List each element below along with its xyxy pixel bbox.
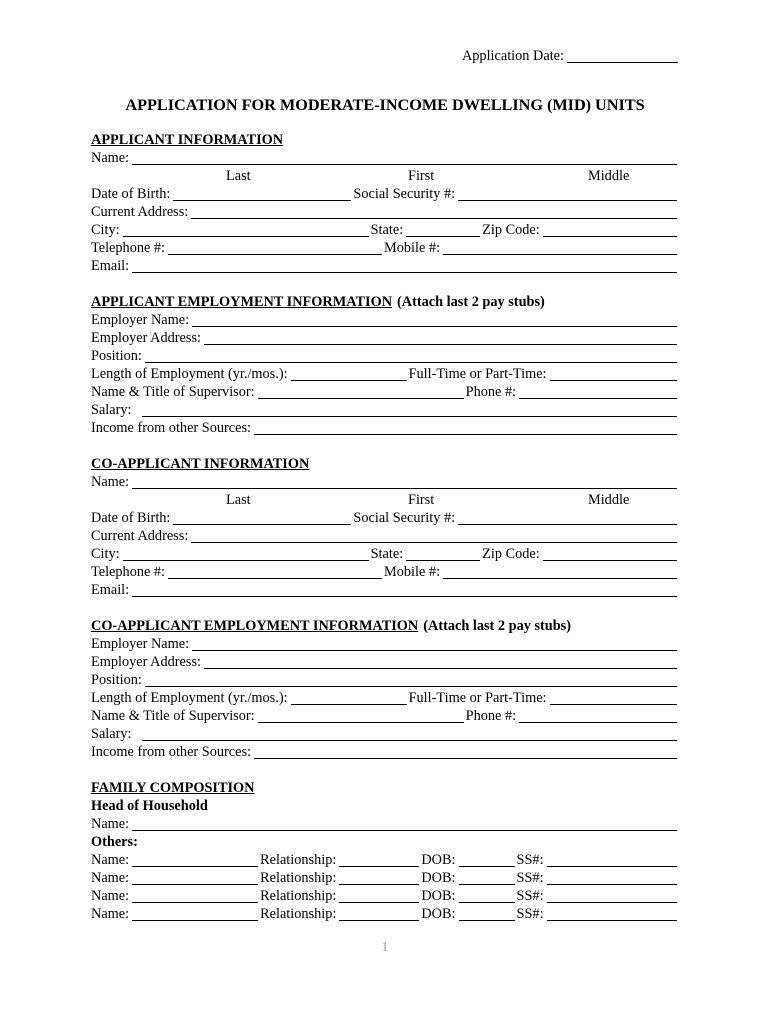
coapplicant-employer-address-label: Employer Address: [91, 654, 201, 670]
member-ss-field[interactable] [547, 871, 677, 885]
family-member-row [91, 905, 679, 923]
applicant-employer-address-row [91, 329, 679, 347]
applicant-dob-label: Date of Birth: [91, 186, 171, 202]
applicant-mobile-field[interactable] [443, 241, 677, 255]
coapplicant-address-label: Current Address: [91, 528, 189, 544]
applicant-dob-field[interactable] [173, 187, 351, 201]
family-heading-row [91, 779, 679, 797]
coapplicant-employment-note: (Attach last 2 pay stubs) [423, 618, 571, 634]
member-ss-label: SS#: [516, 888, 544, 904]
member-dob-field[interactable] [459, 871, 515, 885]
family-member-row [91, 887, 679, 905]
application-date-row [462, 47, 680, 65]
applicant-employment-heading-row [91, 293, 679, 311]
applicant-address-row [91, 203, 679, 221]
coapplicant-position-field[interactable] [145, 673, 677, 687]
coapplicant-sublabel-last: Last [226, 492, 251, 508]
coapplicant-address-row [91, 527, 679, 545]
coapplicant-ssn-field[interactable] [458, 511, 677, 525]
application-date-label: Application Date: [461, 48, 564, 64]
form-title: APPLICATION FOR MODERATE-INCOME DWELLING (MID) UNITS [125, 95, 645, 114]
family-member-row [91, 851, 679, 869]
applicant-salary-label: Salary: [91, 402, 132, 418]
member-dob-field[interactable] [459, 853, 515, 867]
applicant-dob-row [91, 185, 679, 203]
coapplicant-name-field[interactable] [132, 475, 677, 489]
coapplicant-phone-label: Phone #: [465, 708, 517, 724]
coapplicant-salary-label: Salary: [91, 726, 132, 742]
applicant-employer-name-label: Employer Name: [91, 312, 190, 328]
application-date-field[interactable] [567, 49, 678, 63]
applicant-name-label: Name: [91, 150, 130, 166]
member-relationship-label: Relationship: [260, 888, 337, 904]
applicant-position-label: Position: [91, 348, 142, 364]
coapplicant-name-row [91, 473, 679, 491]
applicant-position-row [91, 347, 679, 365]
applicant-email-field[interactable] [132, 259, 677, 273]
member-ss-field[interactable] [547, 907, 677, 921]
coapplicant-state-label: State: [370, 546, 404, 562]
coapplicant-telephone-label: Telephone #: [91, 564, 166, 580]
coapplicant-length-row [91, 689, 679, 707]
member-name-field[interactable] [132, 871, 258, 885]
spacer [91, 599, 679, 617]
applicant-sublabel-first: First [408, 168, 435, 184]
member-relationship-label: Relationship: [260, 906, 337, 922]
coapplicant-supervisor-label: Name & Title of Supervisor: [91, 708, 255, 724]
applicant-phone-label: Phone #: [465, 384, 517, 400]
member-relationship-field[interactable] [339, 889, 419, 903]
applicant-length-label: Length of Employment (yr./mos.): [91, 366, 288, 382]
applicant-sublabel-middle: Middle [588, 168, 630, 184]
others-label: Others: [91, 834, 138, 850]
member-relationship-label: Relationship: [260, 870, 337, 886]
coapplicant-telephone-field[interactable] [168, 565, 382, 579]
spacer [91, 275, 679, 293]
coapplicant-address-field[interactable] [191, 529, 677, 543]
coapplicant-employment-heading: CO-APPLICANT EMPLOYMENT INFORMATION [91, 618, 419, 634]
head-of-household-row [91, 797, 679, 815]
applicant-section-heading-row [91, 131, 679, 149]
member-name-label: Name: [91, 888, 130, 904]
applicant-email-row [91, 257, 679, 275]
member-name-label: Name: [91, 852, 130, 868]
applicant-name-field[interactable] [132, 151, 677, 165]
applicant-fulltime-field[interactable] [550, 367, 677, 381]
coapplicant-sublabel-first: First [408, 492, 435, 508]
member-name-field[interactable] [132, 853, 258, 867]
applicant-sublabel-last: Last [226, 168, 251, 184]
applicant-salary-row [91, 401, 679, 419]
applicant-telephone-field[interactable] [168, 241, 382, 255]
coapplicant-ssn-label: Social Security #: [353, 510, 456, 526]
household-name-label: Name: [91, 816, 130, 832]
member-relationship-field[interactable] [339, 871, 419, 885]
coapplicant-section-heading: CO-APPLICANT INFORMATION [91, 456, 310, 472]
applicant-telephone-label: Telephone #: [91, 240, 166, 256]
coapplicant-dob-label: Date of Birth: [91, 510, 171, 526]
member-name-label: Name: [91, 906, 130, 922]
spacer [91, 761, 679, 779]
applicant-phone-field[interactable] [519, 385, 677, 399]
coapplicant-supervisor-row [91, 707, 679, 725]
family-member-row [91, 869, 679, 887]
applicant-length-field[interactable] [291, 367, 407, 381]
page-number: 1 [381, 940, 389, 955]
coapplicant-employer-name-label: Employer Name: [91, 636, 190, 652]
applicant-ssn-label: Social Security #: [353, 186, 456, 202]
coapplicant-other-income-field[interactable] [254, 745, 677, 759]
coapplicant-fulltime-label: Full-Time or Part-Time: [408, 690, 547, 706]
family-heading: FAMILY COMPOSITION [91, 780, 255, 796]
member-dob-label: DOB: [421, 888, 456, 904]
coapplicant-length-label: Length of Employment (yr./mos.): [91, 690, 288, 706]
applicant-name-sublabels [91, 167, 679, 185]
coapplicant-employment-heading-row [91, 617, 679, 635]
applicant-zip-label: Zip Code: [482, 222, 540, 238]
coapplicant-employer-address-row [91, 653, 679, 671]
applicant-salary-field[interactable] [142, 403, 678, 417]
member-ss-field[interactable] [547, 889, 677, 903]
coapplicant-city-row [91, 545, 679, 563]
coapplicant-phone-field[interactable] [519, 709, 677, 723]
coapplicant-section-heading-row [91, 455, 679, 473]
member-ss-label: SS#: [516, 906, 544, 922]
coapplicant-length-field[interactable] [291, 691, 407, 705]
member-name-field[interactable] [132, 907, 258, 921]
applicant-name-row [91, 149, 679, 167]
coapplicant-salary-row [91, 725, 679, 743]
coapplicant-city-label: City: [91, 546, 120, 562]
applicant-employment-note: (Attach last 2 pay stubs) [397, 294, 545, 310]
member-ss-label: SS#: [516, 870, 544, 886]
others-row [91, 833, 679, 851]
member-name-field[interactable] [132, 889, 258, 903]
member-dob-label: DOB: [421, 870, 456, 886]
member-dob-label: DOB: [421, 852, 456, 868]
applicant-position-field[interactable] [145, 349, 677, 363]
coapplicant-position-label: Position: [91, 672, 142, 688]
coapplicant-email-row [91, 581, 679, 599]
applicant-city-row [91, 221, 679, 239]
applicant-state-field[interactable] [406, 223, 480, 237]
member-name-label: Name: [91, 870, 130, 886]
coapplicant-supervisor-field[interactable] [258, 709, 464, 723]
coapplicant-sublabel-middle: Middle [588, 492, 630, 508]
applicant-address-field[interactable] [191, 205, 677, 219]
coapplicant-email-label: Email: [91, 582, 130, 598]
coapplicant-zip-label: Zip Code: [482, 546, 540, 562]
member-ss-field[interactable] [547, 853, 677, 867]
coapplicant-employer-name-field[interactable] [192, 637, 677, 651]
coapplicant-city-field[interactable] [123, 547, 369, 561]
member-relationship-field[interactable] [339, 907, 419, 921]
applicant-city-label: City: [91, 222, 120, 238]
coapplicant-email-field[interactable] [132, 583, 677, 597]
coapplicant-telephone-row [91, 563, 679, 581]
coapplicant-position-row [91, 671, 679, 689]
household-name-field[interactable] [132, 817, 677, 831]
coapplicant-zip-field[interactable] [543, 547, 677, 561]
coapplicant-mobile-field[interactable] [443, 565, 677, 579]
coapplicant-fulltime-field[interactable] [550, 691, 677, 705]
applicant-other-income-row [91, 419, 679, 437]
applicant-employment-heading: APPLICANT EMPLOYMENT INFORMATION [91, 294, 393, 310]
member-relationship-label: Relationship: [260, 852, 337, 868]
coapplicant-employer-name-row [91, 635, 679, 653]
applicant-other-income-label: Income from other Sources: [91, 420, 251, 436]
applicant-section-heading: APPLICANT INFORMATION [91, 132, 284, 148]
applicant-employer-name-field[interactable] [192, 313, 677, 327]
coapplicant-salary-field[interactable] [142, 727, 678, 741]
applicant-employer-name-row [91, 311, 679, 329]
applicant-telephone-row [91, 239, 679, 257]
member-dob-field[interactable] [459, 907, 515, 921]
spacer [91, 437, 679, 455]
applicant-fulltime-label: Full-Time or Part-Time: [408, 366, 547, 382]
applicant-address-label: Current Address: [91, 204, 189, 220]
applicant-other-income-field[interactable] [254, 421, 677, 435]
coapplicant-dob-row [91, 509, 679, 527]
applicant-supervisor-field[interactable] [258, 385, 464, 399]
applicant-state-label: State: [370, 222, 404, 238]
coapplicant-mobile-label: Mobile #: [384, 564, 441, 580]
member-dob-field[interactable] [459, 889, 515, 903]
applicant-city-field[interactable] [123, 223, 369, 237]
household-name-row [91, 815, 679, 833]
applicant-employer-address-field[interactable] [204, 331, 677, 345]
member-dob-label: DOB: [421, 906, 456, 922]
applicant-ssn-field[interactable] [458, 187, 677, 201]
head-of-household-label: Head of Household [91, 798, 208, 814]
coapplicant-state-field[interactable] [406, 547, 480, 561]
coapplicant-dob-field[interactable] [173, 511, 351, 525]
member-relationship-field[interactable] [339, 853, 419, 867]
applicant-zip-field[interactable] [543, 223, 677, 237]
applicant-supervisor-row [91, 383, 679, 401]
coapplicant-other-income-row [91, 743, 679, 761]
applicant-mobile-label: Mobile #: [384, 240, 441, 256]
coapplicant-other-income-label: Income from other Sources: [91, 744, 251, 760]
applicant-employer-address-label: Employer Address: [91, 330, 201, 346]
applicant-email-label: Email: [91, 258, 130, 274]
coapplicant-name-label: Name: [91, 474, 130, 490]
applicant-supervisor-label: Name & Title of Supervisor: [91, 384, 255, 400]
coapplicant-employer-address-field[interactable] [204, 655, 677, 669]
form-body [91, 131, 679, 923]
member-ss-label: SS#: [516, 852, 544, 868]
applicant-length-row [91, 365, 679, 383]
coapplicant-name-sublabels [91, 491, 679, 509]
